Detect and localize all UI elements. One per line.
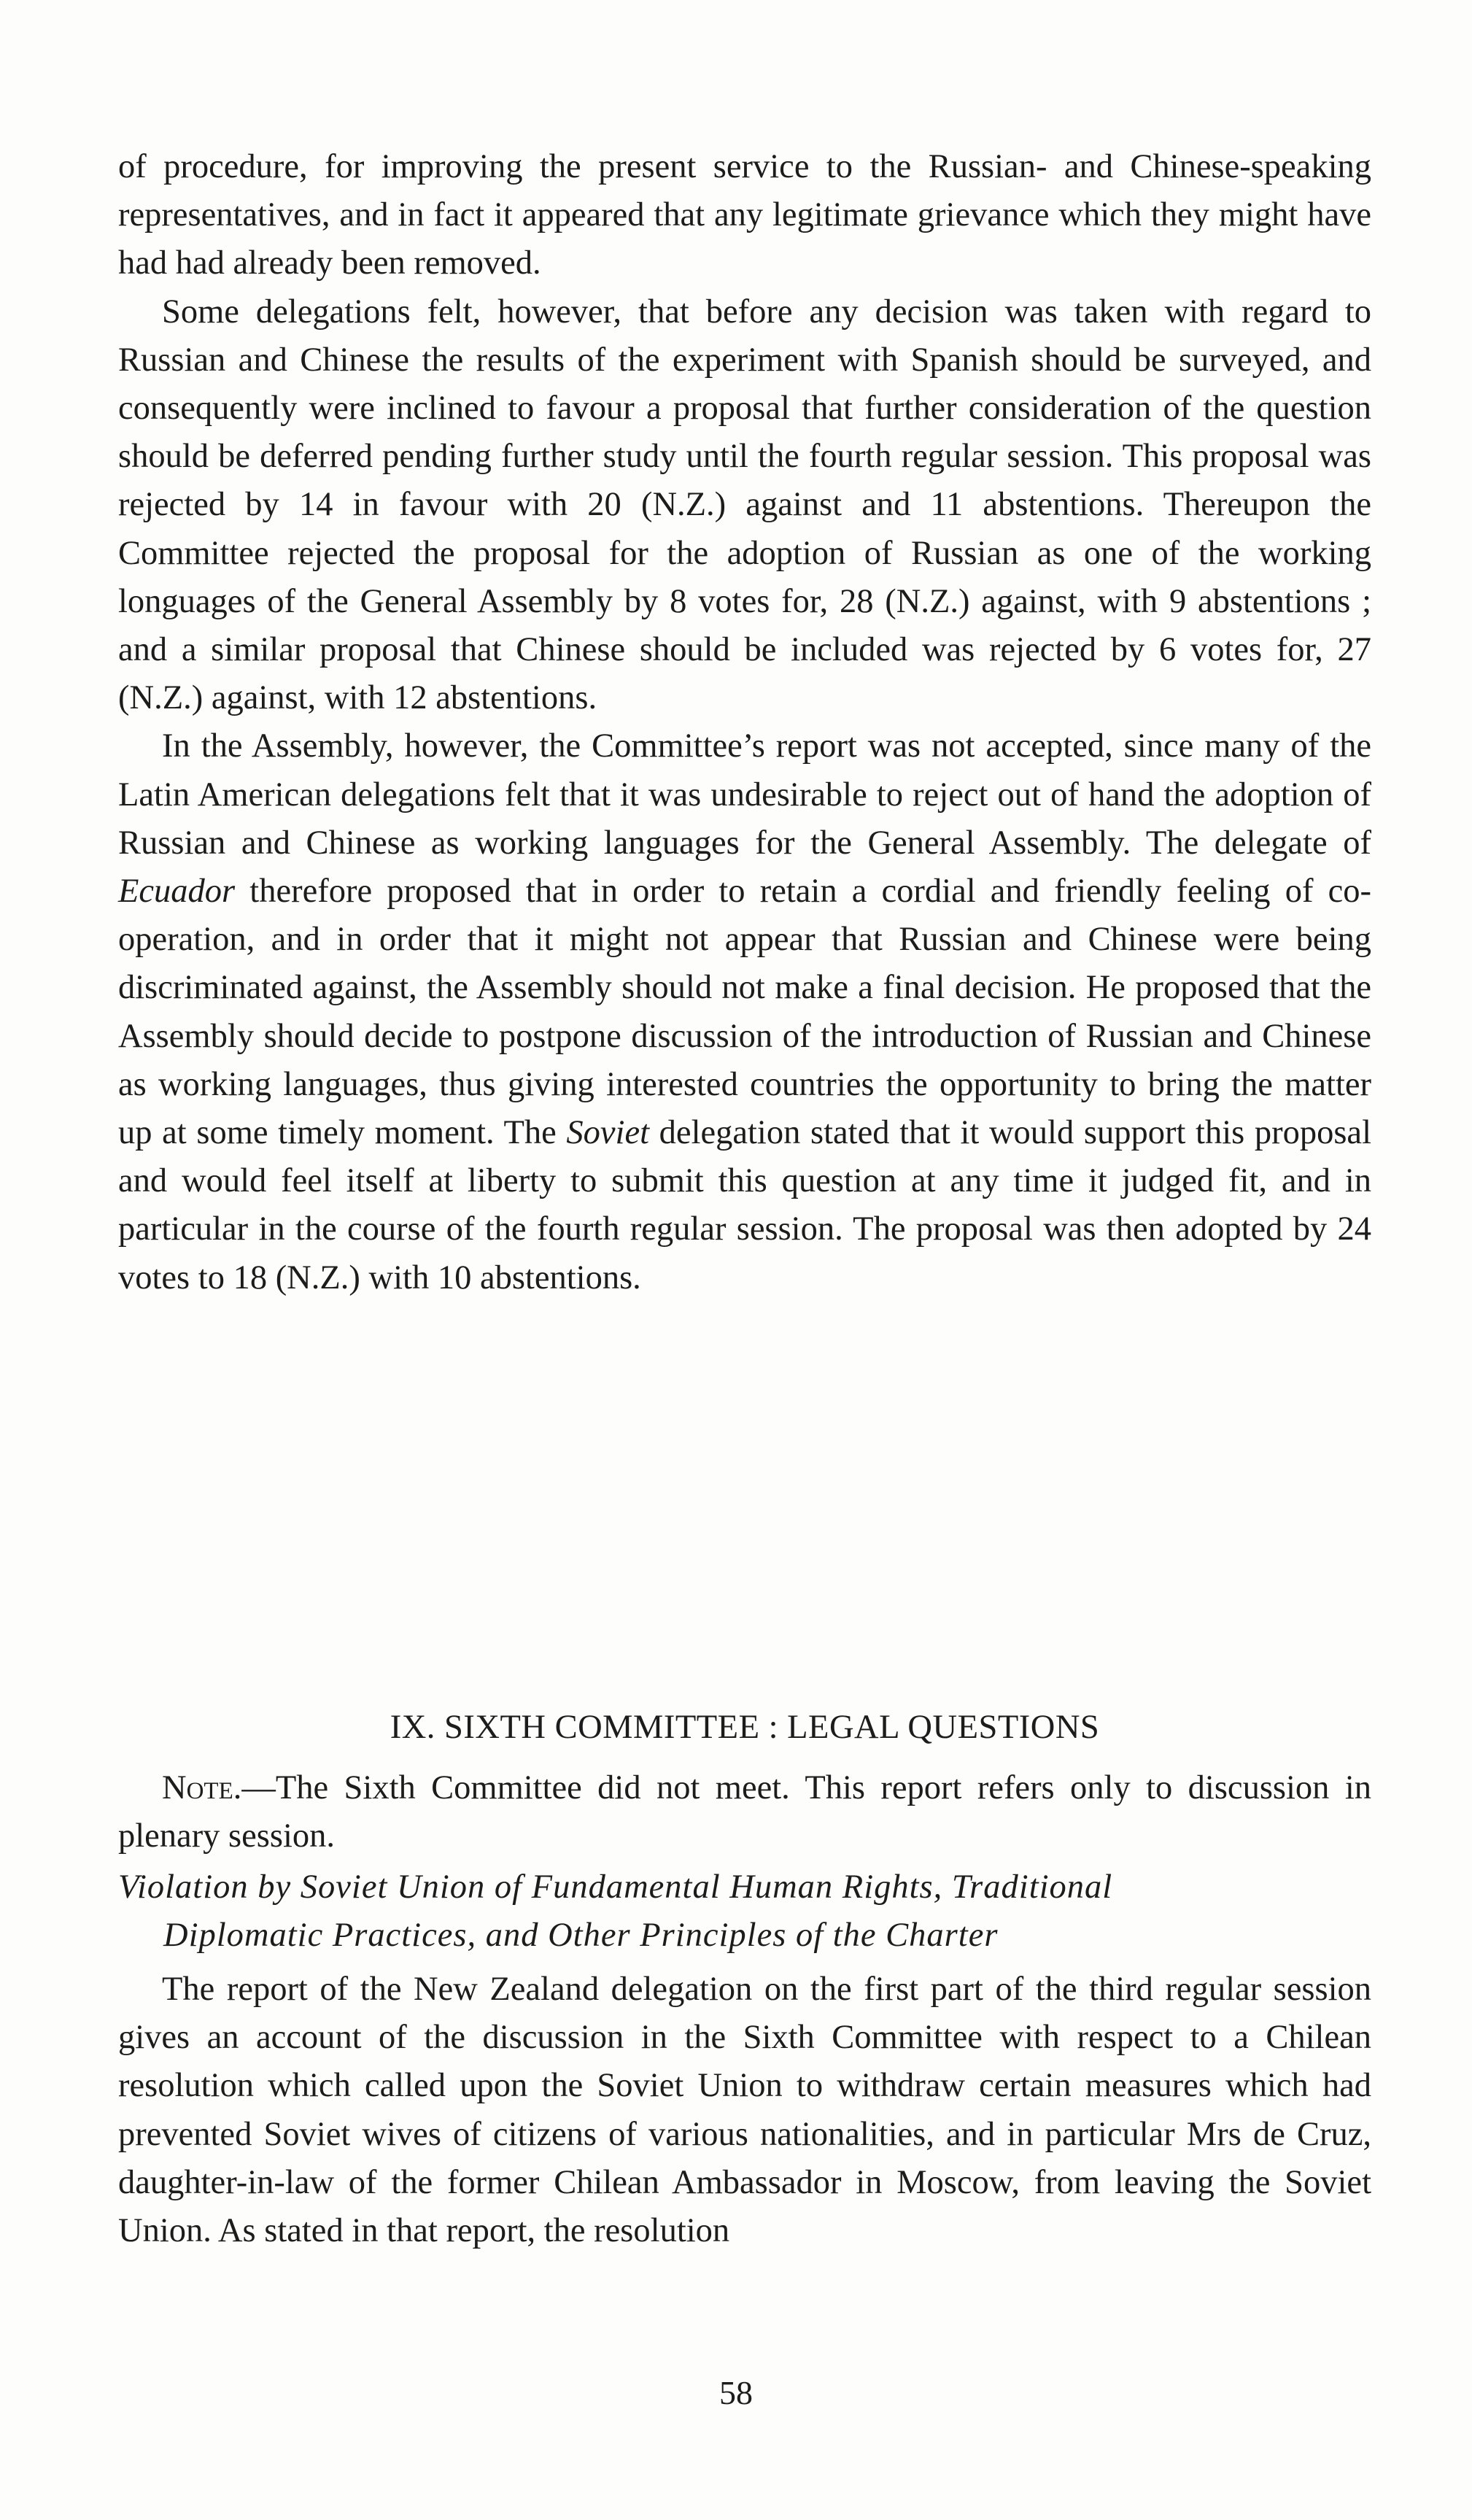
subsection-title-line2: Diplomatic Practices, and Other Principles of the Charter — [163, 1917, 999, 1954]
upper-text-block — [118, 143, 1371, 1302]
paragraph-chilean-resolution: The report of the New Zealand delegation on the first part of the third regular session gives an account of the discussion in the Sixth Committee with respect to a Chilean resolution which called upon the Soviet Union to withdraw certain measures which had prevented Soviet wives of citizens of various nationalities, and in particular Mrs de Cruz, daughter-in-law of the former Chilean Ambassador in Moscow, from leaving the Soviet Union. As stated in that report, the resolution — [118, 1971, 1371, 2250]
subsection-title-line1: Violation by Soviet Union of Fundamental Human Rights, Traditional — [118, 1868, 1113, 1906]
assembly-text-part2: therefore proposed that in order to retain a cordial and friendly feeling of co-operation, and in order that it might not appear that Russian and Chinese were being discriminated against, the Assembly should not make a final decision. He proposed that the Assembly should decide to postpone discussion of the introduction of Russian and Chinese as working languages, thus giving interested countries the opportunity to bring the matter up at some timely moment. The — [118, 873, 1371, 1152]
subsection-title — [118, 1863, 1371, 1960]
country-ecuador: Ecuador — [118, 873, 236, 911]
section-heading: IX. SIXTH COMMITTEE : LEGAL QUESTIONS — [390, 1709, 1100, 1746]
note-label: Note. — [162, 1769, 242, 1806]
note-paragraph — [118, 1764, 1371, 1860]
assembly-text-part3: delegation stated that it would support this proposal and would feel itself at liberty to submit this question at any time it judged fit, and in particular in the course of the fourth regular session. The proposal was then adopted by 24 votes to 18 (N.Z.) with 10 abstentions. — [118, 1114, 1371, 1296]
paragraph-procedure: of procedure, for improving the present service to the Russian- and Chinese-speaking representatives, and in fact it appeared that any legitimate grievance which they might have had had already been removed. — [118, 148, 1371, 282]
paragraph-assembly — [118, 722, 1371, 1302]
final-text-block — [118, 1966, 1371, 2255]
country-soviet: Soviet — [566, 1114, 650, 1152]
lower-text-block — [118, 1764, 1371, 1860]
assembly-text-part1: In the Assembly, however, the Committee’s report was not accepted, since many of the Latin American delegations felt that it was undesirable to reject out of hand the adoption of Russian and Chinese as working languages for the General Assembly. The delegate of — [118, 727, 1371, 862]
page-number: 58 — [719, 2374, 753, 2411]
paragraph-delegations-vote: Some delegations felt, however, that before any decision was taken with regard to Russian and Chinese the results of the experiment with Spanish should be surveyed, and consequently were inclined to favour a proposal that further consideration of the question should be deferred pending further study until the fourth regular session. This proposal was rejected by 14 in favour with 20 (N.Z.) against and 11 abstentions. Thereupon the Committee rejected the proposal for the adoption of Russian as one of the working longuages of the General Assembly by 8 votes for, 28 (N.Z.) against, with 9 abstentions ; and a similar proposal that Chinese should be included was rejected by 6 votes for, 27 (N.Z.) against, with 12 abstentions. — [118, 293, 1371, 717]
note-text: —The Sixth Committee did not meet. This report refers only to discussion in plenary session. — [118, 1769, 1371, 1855]
